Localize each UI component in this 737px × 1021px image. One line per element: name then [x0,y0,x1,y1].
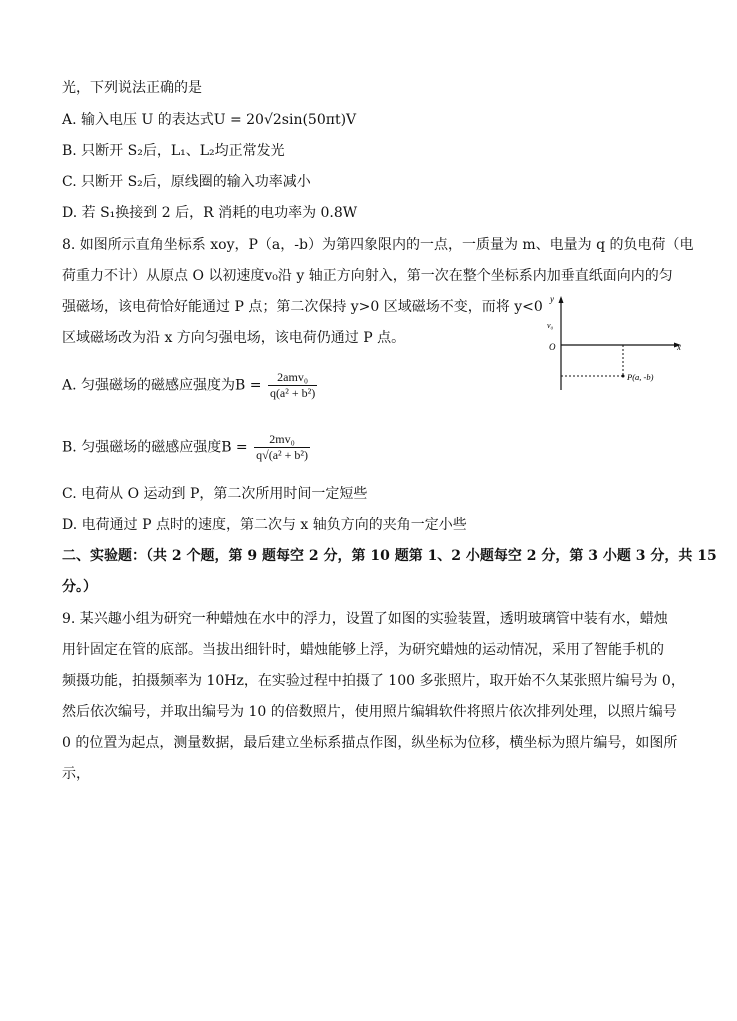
option-d-q8: D. 电荷通过 P 点时的速度，第二次与 x 轴负方向的夹角一定小些 [62,517,467,533]
option-a-text: A. 匀强磁场的磁感应强度为B = [62,377,262,394]
point-p [622,375,625,378]
fraction [254,432,310,463]
option-a-q8 [62,370,317,401]
question-9-line: 9. 某兴趣小组为研究一种蜡烛在水中的浮力，设置了如图的实验装置，透明玻璃管中装有水，蜡烛 [62,611,668,627]
question-9-line: 示， [62,766,90,782]
section-heading: 二、实验题：（共 2 个题，第 9 题每空 2 分，第 10 题第 1、2 小题每空 2 分，第 3 小题 3 分，共 15 [62,548,717,564]
option-b-q8 [62,432,310,463]
option-a-q7: A. 输入电压 U 的表达式U = 20√2sin(50πt)V [62,112,357,128]
option-b-text: B. 匀强磁场的磁感应强度B = [62,439,248,456]
fraction [268,370,317,401]
option-b-q7: B. 只断开 S₂后，L₁、L₂均正常发光 [62,143,285,159]
option-c-q8: C. 电荷从 O 运动到 P，第二次所用时间一定短些 [62,486,368,502]
option-c-q7: C. 只断开 S₂后，原线圈的输入功率减小 [62,174,311,190]
fraction-numerator: 2mv₀ [269,432,295,446]
question-9-line: 频摄功能，拍摄频率为 10Hz，在实验过程中拍摄了 100 多张照片，取开始不久某张照片编号为 0， [62,673,685,689]
question-8-line: 区域磁场改为沿 x 方向匀强电场，该电荷仍通过 P 点。 [62,330,406,346]
option-d-q7: D. 若 S₁换接到 2 后，R 消耗的电功率为 0.8W [62,205,358,221]
coordinate-figure [546,290,686,390]
point-p-label: P(a, -b) [627,372,654,382]
y-axis-arrow [559,296,564,303]
x-label: x [677,342,681,352]
fraction-denominator: q√(a² + b²) [256,448,308,462]
question-8-line: 强磁场，该电荷恰好能通过 P 点；第二次保持 y>0 区域磁场不变，而将 y<0 [62,299,543,315]
question-9-line: 用针固定在管的底部。当拔出细针时，蜡烛能够上浮，为研究蜡烛的运动情况，采用了智能手机的 [62,642,664,658]
text-line: 光，下列说法正确的是 [62,80,202,96]
v0-label: v₀ [547,321,554,330]
fraction-numerator: 2amv₀ [277,370,308,384]
section-heading-cont: 分。） [62,579,97,595]
origin-label: O [549,342,556,352]
fraction-denominator: q(a² + b²) [269,386,316,400]
question-8-line: 8. 如图所示直角坐标系 xoy，P（a，-b）为第四象限内的一点，一质量为 m、电量为 q 的负电荷（电 [62,237,694,253]
y-label: y [550,294,554,304]
question-9-line: 然后依次编号，并取出编号为 10 的倍数照片，使用照片编辑软件将照片依次排列处理，以照片编号 [62,704,677,720]
question-9-line: 0 的位置为起点，测量数据，最后建立坐标系描点作图，纵坐标为位移，横坐标为照片编号，如图所 [62,735,678,751]
question-8-line: 荷重力不计）从原点 O 以初速度v₀沿 y 轴正方向射入，第一次在整个坐标系内加垂直纸面向内的匀 [62,268,673,284]
